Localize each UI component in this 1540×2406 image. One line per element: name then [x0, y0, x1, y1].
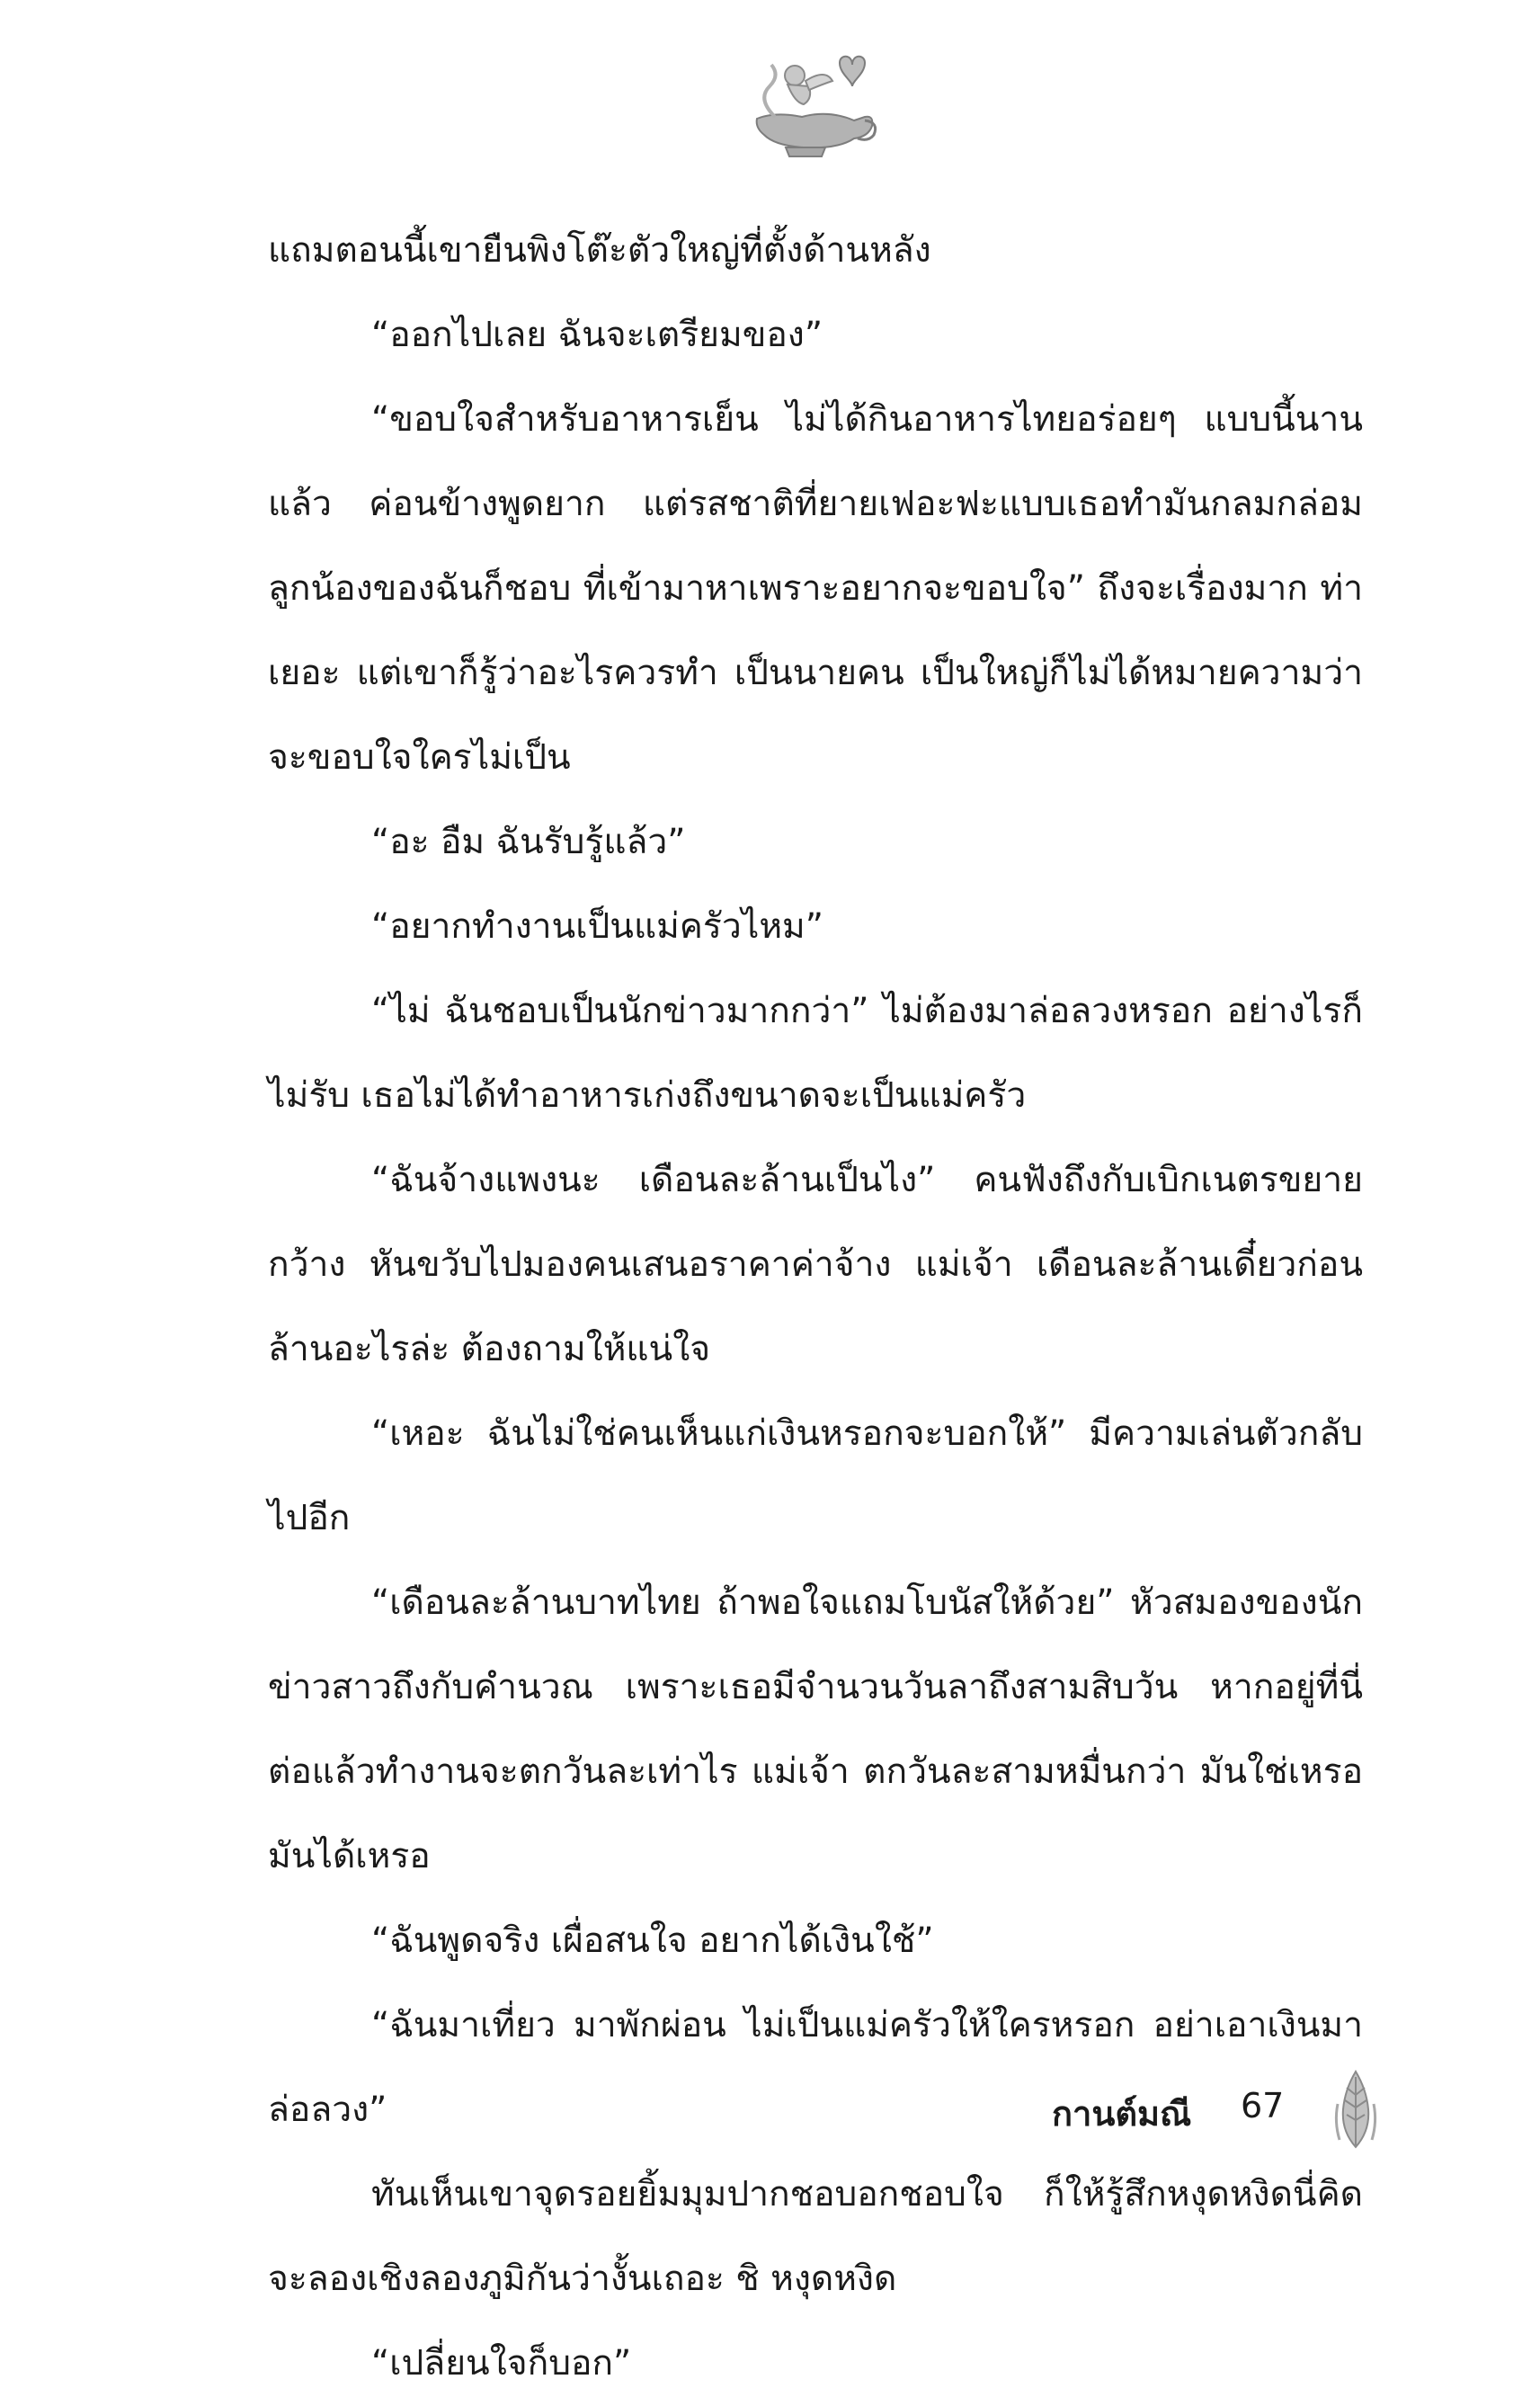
paragraph: “เหอะ ฉันไม่ใช่คนเห็นแก่เงินหรอกจะบอกให้” มีความเล่นตัวกลับไปอีก — [268, 1413, 1363, 1538]
paragraph: “อยากทำงานเป็นแม่ครัวไหม” — [371, 906, 823, 947]
paragraph: “อะ อืม ฉันรับรู้แล้ว” — [371, 822, 686, 862]
paragraph: “ฉันพูดจริง เผื่อสนใจ อยากได้เงินใช้” — [371, 1920, 934, 1961]
paragraph: ทันเห็นเขาจุดรอยยิ้มมุมปากชอบอกชอบใจ ก็ให้รู้สึกหงุดหงิดนี่คิดจะลองเชิงลองภูมิกันว่างั้นเถอะ ชิ หงุดหงิด — [268, 2174, 1363, 2299]
leaf-ornament-icon — [1329, 2068, 1383, 2149]
page-footer — [1025, 2068, 1402, 2149]
paragraph: “ฉันมาเที่ยว มาพักผ่อน ไม่เป็นแม่ครัวให้ใครหรอก อย่าเอาเงินมาล่อลวง” — [268, 2005, 1363, 2130]
paragraph: “ออกไปเลย ฉันจะเตรียมของ” — [371, 315, 823, 355]
book-title: กานต์มณี — [1052, 2094, 1192, 2134]
paragraph: “ไม่ ฉันชอบเป็นนักข่าวมากกว่า” ไม่ต้องมาล่อลวงหรอก อย่างไรก็ไม่รับ เธอไม่ได้ทำอาหารเก่งถึงขนาดจะเป็นแม่ครัว — [268, 991, 1363, 1116]
paragraph: แถมตอนนี้เขายืนพิงโต๊ะตัวใหญ่ที่ตั้งด้านหลัง — [268, 230, 931, 271]
paragraph: “ฉันจ้างแพงนะ เดือนละล้านเป็นไง” คนฟังถึงกับเบิกเนตรขยายกว้าง หันขวับไปมองคนเสนอราคาค่าจ้าง แม่เจ้า เดือนละล้านเดี๋ยวก่อน ล้านอะไรล่ะ ต้องถามให้แน่ใจ — [268, 1160, 1363, 1369]
paragraph: “เดือนละล้านบาทไทย ถ้าพอใจแถมโบนัสให้ด้วย” หัวสมองของนักข่าวสาวถึงกับคำนวณ เพราะเธอมีจำนวนวันลาถึงสามสิบวัน หากอยู่ที่นี่ต่อแล้วทำงานจะตกวันละเท่าไร แม่เจ้า ตกวันละสามหมื่นกว่า มันใช่เหรอ มันได้เหรอ — [268, 1582, 1363, 1876]
paragraph: “ขอบใจสำหรับอาหารเย็น ไม่ได้กินอาหารไทยอร่อยๆ แบบนี้นานแล้ว ค่อนข้างพูดยาก แต่รสชาติที่ยายเฟอะฟะแบบเธอทำมันกลมกล่อม ลูกน้องของฉันก็ชอบ ที่เข้ามาหาเพราะอยากจะขอบใจ” ถึงจะเรื่องมาก ท่าเยอะ แต่เขาก็รู้ว่าอะไรควรทำ เป็นนายคน เป็นใหญ่ก็ไม่ได้หมายความว่าจะขอบใจใครไม่เป็น — [268, 399, 1363, 778]
paragraph: “เปลี่ยนใจก็บอก” — [371, 2343, 632, 2384]
cherub-lamp-ornament-icon — [739, 45, 883, 162]
page-number: 67 — [1241, 2086, 1285, 2125]
